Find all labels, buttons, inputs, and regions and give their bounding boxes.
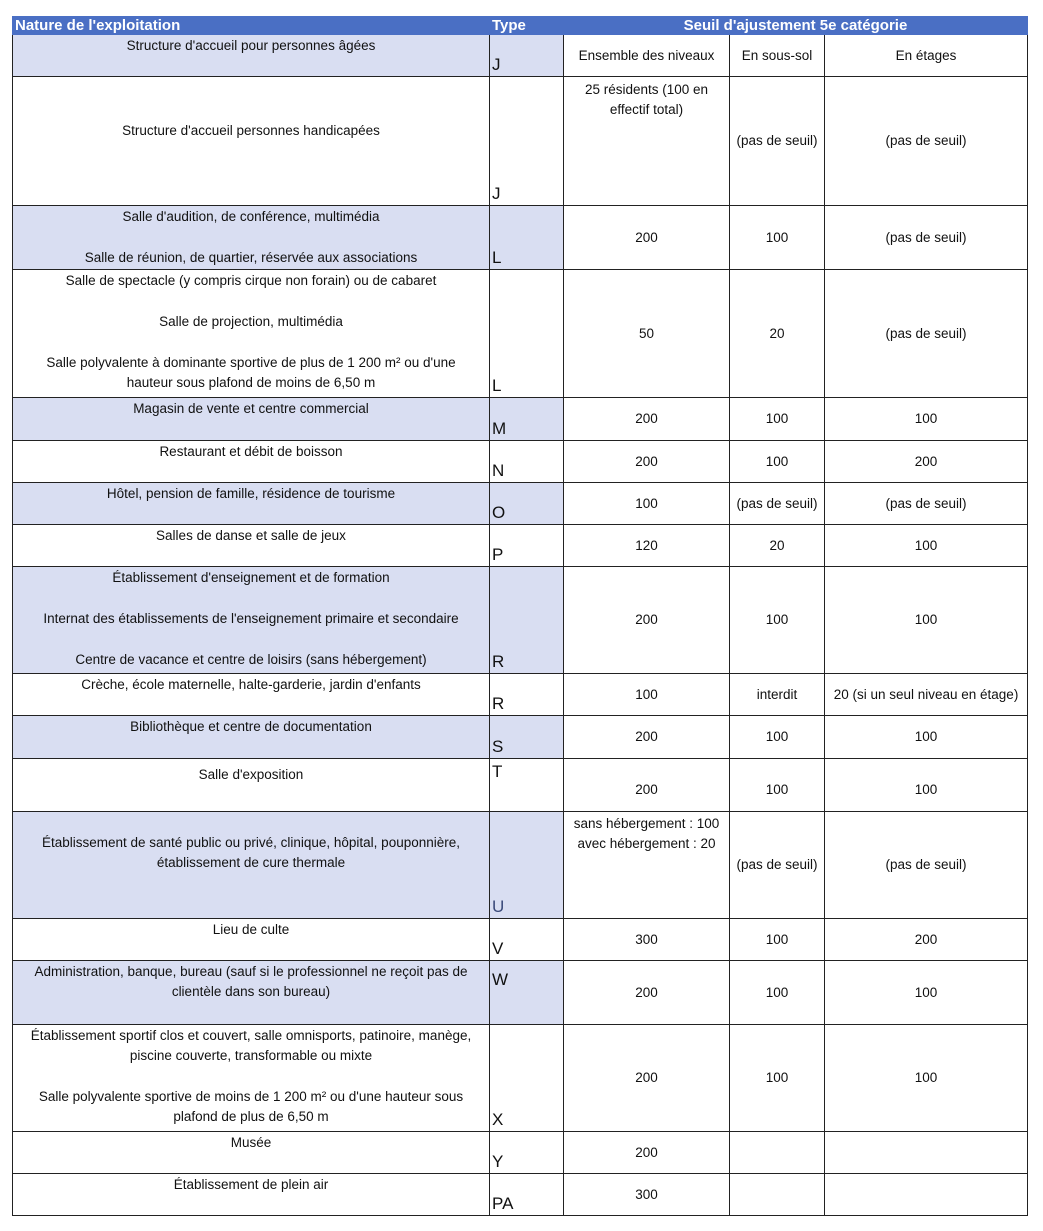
ensemble-cell: 120 [564, 525, 730, 567]
subheader-sous-sol: En sous-sol [730, 35, 825, 77]
type-cell: X [490, 1025, 564, 1132]
header-type: Type [490, 17, 564, 35]
etages-cell: 100 [825, 1025, 1028, 1132]
header-seuil: Seuil d'ajustement 5e catégorie [564, 17, 1028, 35]
type-cell: P [490, 525, 564, 567]
ensemble-cell: 200 [564, 206, 730, 270]
ensemble-cell: sans hébergement : 100 avec hébergement : 20 [564, 812, 730, 919]
nature-cell: Administration, banque, bureau (sauf si le professionnel ne reçoit pas de clientèle dans son bureau) [13, 961, 490, 1025]
sous-sol-cell: 100 [730, 716, 825, 759]
ensemble-cell: 200 [564, 1025, 730, 1132]
nature-cell: Crèche, école maternelle, halte-garderie, jardin d'enfants [13, 674, 490, 716]
etages-cell: 100 [825, 716, 1028, 759]
type-cell: W [490, 961, 564, 1025]
nature-cell: Restaurant et débit de boisson [13, 441, 490, 483]
etages-cell [825, 1174, 1028, 1216]
table-row [13, 961, 1028, 1025]
nature-cell: Hôtel, pension de famille, résidence de tourisme [13, 483, 490, 525]
nature-cell: Musée [13, 1132, 490, 1174]
type-cell: U [490, 812, 564, 919]
ensemble-cell: 200 [564, 759, 730, 812]
table-row [13, 441, 1028, 483]
table-row [13, 270, 1028, 398]
nature-cell: Établissement de plein air [13, 1174, 490, 1216]
table-row [13, 525, 1028, 567]
etages-cell: 100 [825, 961, 1028, 1025]
sous-sol-cell: (pas de seuil) [730, 812, 825, 919]
table-row [13, 674, 1028, 716]
ensemble-cell: 100 [564, 483, 730, 525]
table-row [13, 206, 1028, 270]
etages-cell: (pas de seuil) [825, 483, 1028, 525]
type-cell: T [490, 759, 564, 812]
nature-cell: Magasin de vente et centre commercial [13, 398, 490, 441]
ensemble-cell: 200 [564, 1132, 730, 1174]
ensemble-cell: 200 [564, 441, 730, 483]
ensemble-cell: 100 [564, 674, 730, 716]
sous-sol-cell [730, 1132, 825, 1174]
etages-cell: (pas de seuil) [825, 270, 1028, 398]
nature-cell: Salle de spectacle (y compris cirque non forain) ou de cabaret Salle de projection, multimédia Salle polyvalente à dominante sportive de plus de 1 200 m² ou d'une hauteur sous plafond de moins de 6,50 m [13, 270, 490, 398]
table-row [13, 567, 1028, 674]
ensemble-cell: 300 [564, 1174, 730, 1216]
type-cell: S [490, 716, 564, 759]
sous-sol-cell: 20 [730, 270, 825, 398]
etages-cell: 20 (si un seul niveau en étage) [825, 674, 1028, 716]
sous-sol-cell [730, 1174, 825, 1216]
nature-cell: Établissement de santé public ou privé, clinique, hôpital, pouponnière, établissement de cure thermale [13, 812, 490, 919]
etages-cell [825, 1132, 1028, 1174]
type-cell: R [490, 674, 564, 716]
ensemble-cell: 200 [564, 961, 730, 1025]
etages-cell: 100 [825, 759, 1028, 812]
type-cell: J [490, 35, 564, 77]
nature-cell: Établissement sportif clos et couvert, salle omnisports, patinoire, manège, piscine couverte, transformable ou mixte Salle polyvalente sportive de moins de 1 200 m² ou d'une hauteur sous plafond de plus de 6,50 m [13, 1025, 490, 1132]
sous-sol-cell: (pas de seuil) [730, 77, 825, 206]
sous-sol-cell: 100 [730, 567, 825, 674]
type-cell: L [490, 270, 564, 398]
sous-sol-cell: (pas de seuil) [730, 483, 825, 525]
nature-cell: Salles de danse et salle de jeux [13, 525, 490, 567]
sous-sol-cell: interdit [730, 674, 825, 716]
sous-sol-cell: 100 [730, 398, 825, 441]
header-row [13, 17, 1028, 35]
seuil-table [12, 16, 1028, 1216]
ensemble-cell: 25 résidents (100 en effectif total) [564, 77, 730, 206]
table-row [13, 77, 1028, 206]
etages-cell: 100 [825, 567, 1028, 674]
etages-cell: (pas de seuil) [825, 77, 1028, 206]
type-cell: Y [490, 1132, 564, 1174]
table-row [13, 483, 1028, 525]
table-row [13, 759, 1028, 812]
subheader-etages: En étages [825, 35, 1028, 77]
table-row [13, 1132, 1028, 1174]
etages-cell: 200 [825, 441, 1028, 483]
sous-sol-cell: 100 [730, 206, 825, 270]
nature-cell: Salle d'audition, de conférence, multimédia Salle de réunion, de quartier, réservée aux associations [13, 206, 490, 270]
subheader-ensemble: Ensemble des niveaux [564, 35, 730, 77]
type-cell: O [490, 483, 564, 525]
ensemble-cell: 200 [564, 567, 730, 674]
nature-cell: Salle d'exposition [13, 759, 490, 812]
ensemble-cell: 300 [564, 919, 730, 961]
table-row [13, 398, 1028, 441]
sous-sol-cell: 100 [730, 919, 825, 961]
nature-cell: Établissement d'enseignement et de formation Internat des établissements de l'enseignement primaire et secondaire Centre de vacance et centre de loisirs (sans hébergement) [13, 567, 490, 674]
table-row [13, 919, 1028, 961]
ensemble-cell: 200 [564, 716, 730, 759]
type-cell: PA [490, 1174, 564, 1216]
etages-cell: (pas de seuil) [825, 206, 1028, 270]
table-row [13, 812, 1028, 919]
type-cell: N [490, 441, 564, 483]
table-row [13, 716, 1028, 759]
type-cell: M [490, 398, 564, 441]
nature-cell: Lieu de culte [13, 919, 490, 961]
ensemble-cell: 50 [564, 270, 730, 398]
table-row [13, 35, 1028, 77]
table-row [13, 1174, 1028, 1216]
sous-sol-cell: 100 [730, 1025, 825, 1132]
table-row [13, 1025, 1028, 1132]
etages-cell: 200 [825, 919, 1028, 961]
type-cell: R [490, 567, 564, 674]
header-nature: Nature de l'exploitation [13, 17, 490, 35]
nature-cell: Structure d'accueil pour personnes âgées [13, 35, 490, 77]
nature-cell: Bibliothèque et centre de documentation [13, 716, 490, 759]
sous-sol-cell: 100 [730, 759, 825, 812]
type-cell: V [490, 919, 564, 961]
etages-cell: (pas de seuil) [825, 812, 1028, 919]
etages-cell: 100 [825, 525, 1028, 567]
etages-cell: 100 [825, 398, 1028, 441]
type-cell: J [490, 77, 564, 206]
sous-sol-cell: 20 [730, 525, 825, 567]
ensemble-cell: 200 [564, 398, 730, 441]
sous-sol-cell: 100 [730, 961, 825, 1025]
type-cell: L [490, 206, 564, 270]
nature-cell: Structure d'accueil personnes handicapées [13, 77, 490, 206]
sous-sol-cell: 100 [730, 441, 825, 483]
